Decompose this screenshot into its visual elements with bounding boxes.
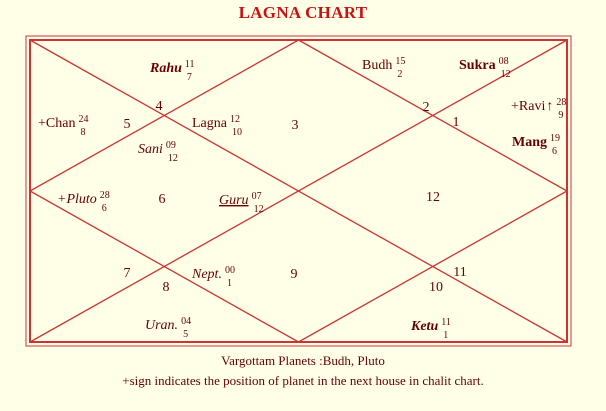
planet-budh — [362, 56, 405, 80]
chalit-note-text: +sign indicates the position of planet in the next house in chalit chart. — [122, 373, 484, 388]
house-numbers — [124, 99, 467, 295]
planet-ravi — [511, 97, 566, 121]
planet-degree-sani: 09 — [165, 140, 176, 151]
planet-name-guru: Guru — [219, 193, 249, 208]
planet-minute-mang: 6 — [552, 146, 557, 157]
planet-name-budh: Budh — [362, 58, 393, 73]
planet-name-nept: Nept. — [192, 267, 222, 282]
house-number-3: 3 — [291, 118, 299, 133]
planet-minute-rahu: 7 — [186, 72, 192, 83]
planet-minute-nept: 1 — [226, 278, 232, 289]
planet-minute-budh: 2 — [397, 69, 403, 80]
chart-title: LAGNA CHART — [238, 3, 368, 22]
house-number-12: 12 — [426, 190, 440, 205]
planet-name-uran: Uran. — [145, 318, 179, 333]
planet-minute-chan: 8 — [80, 127, 86, 138]
vargottam-planets-text: Vargottam Planets :Budh, Pluto — [221, 353, 385, 368]
planet-minute-uran: 5 — [183, 329, 189, 340]
house-number-6: 6 — [158, 192, 166, 207]
house-number-11: 11 — [453, 265, 467, 280]
house-number-5: 5 — [123, 117, 131, 132]
planet-name-sani: Sani — [138, 142, 163, 157]
planet-placements — [38, 56, 566, 341]
planet-minute-ketu: 1 — [443, 330, 449, 341]
planet-minute-ravi: 9 — [558, 110, 564, 121]
planet-guru — [219, 191, 264, 215]
planet-name-lagna: Lagna — [192, 116, 227, 131]
planet-degree-guru: 07 — [251, 191, 262, 202]
planet-minute-pluto: 6 — [101, 203, 107, 214]
planet-ketu — [410, 317, 451, 341]
planet-degree-budh: 15 — [395, 56, 406, 67]
planet-degree-uran: 04 — [181, 316, 192, 327]
house-number-1: 1 — [452, 115, 460, 130]
planet-degree-rahu: 11 — [184, 59, 195, 70]
planet-lagna — [192, 114, 242, 138]
planet-minute-sani: 12 — [167, 153, 178, 164]
house-number-10: 10 — [429, 280, 443, 295]
planet-degree-chan: 24 — [78, 114, 89, 125]
planet-name-sukra: Sukra — [459, 58, 496, 73]
house-number-7: 7 — [123, 266, 131, 281]
planet-degree-mang: 19 — [550, 133, 560, 144]
planet-minute-lagna: 10 — [231, 127, 242, 138]
planet-sani — [138, 140, 178, 164]
planet-degree-nept: 00 — [224, 265, 235, 276]
planet-mang — [512, 133, 560, 157]
planet-name-mang: Mang — [512, 135, 547, 150]
planet-name-ketu: Ketu — [411, 319, 439, 334]
planet-name-ravi: +Ravi — [511, 99, 546, 114]
house-number-9: 9 — [290, 267, 298, 282]
planet-degree-lagna: 12 — [229, 114, 240, 125]
planet-name-rahu: Rahu — [150, 61, 182, 76]
house-number-8: 8 — [162, 280, 170, 295]
planet-marker-ravi: ↑ — [546, 99, 554, 114]
house-number-2: 2 — [422, 100, 430, 115]
planet-uran — [145, 316, 191, 340]
planet-minute-guru: 12 — [253, 204, 264, 215]
planet-minute-sukra: 12 — [500, 69, 511, 80]
planet-name-chan: +Chan — [38, 116, 76, 131]
planet-rahu — [149, 59, 195, 83]
planet-degree-pluto: 28 — [99, 190, 110, 201]
house-number-4: 4 — [155, 99, 163, 114]
planet-degree-ravi: 28 — [556, 97, 567, 108]
planet-degree-ketu: 11 — [441, 317, 451, 328]
planet-degree-sukra: 08 — [498, 56, 509, 67]
planet-chan — [38, 114, 88, 138]
planet-name-pluto: +Pluto — [57, 192, 97, 207]
planet-sukra — [459, 56, 511, 80]
